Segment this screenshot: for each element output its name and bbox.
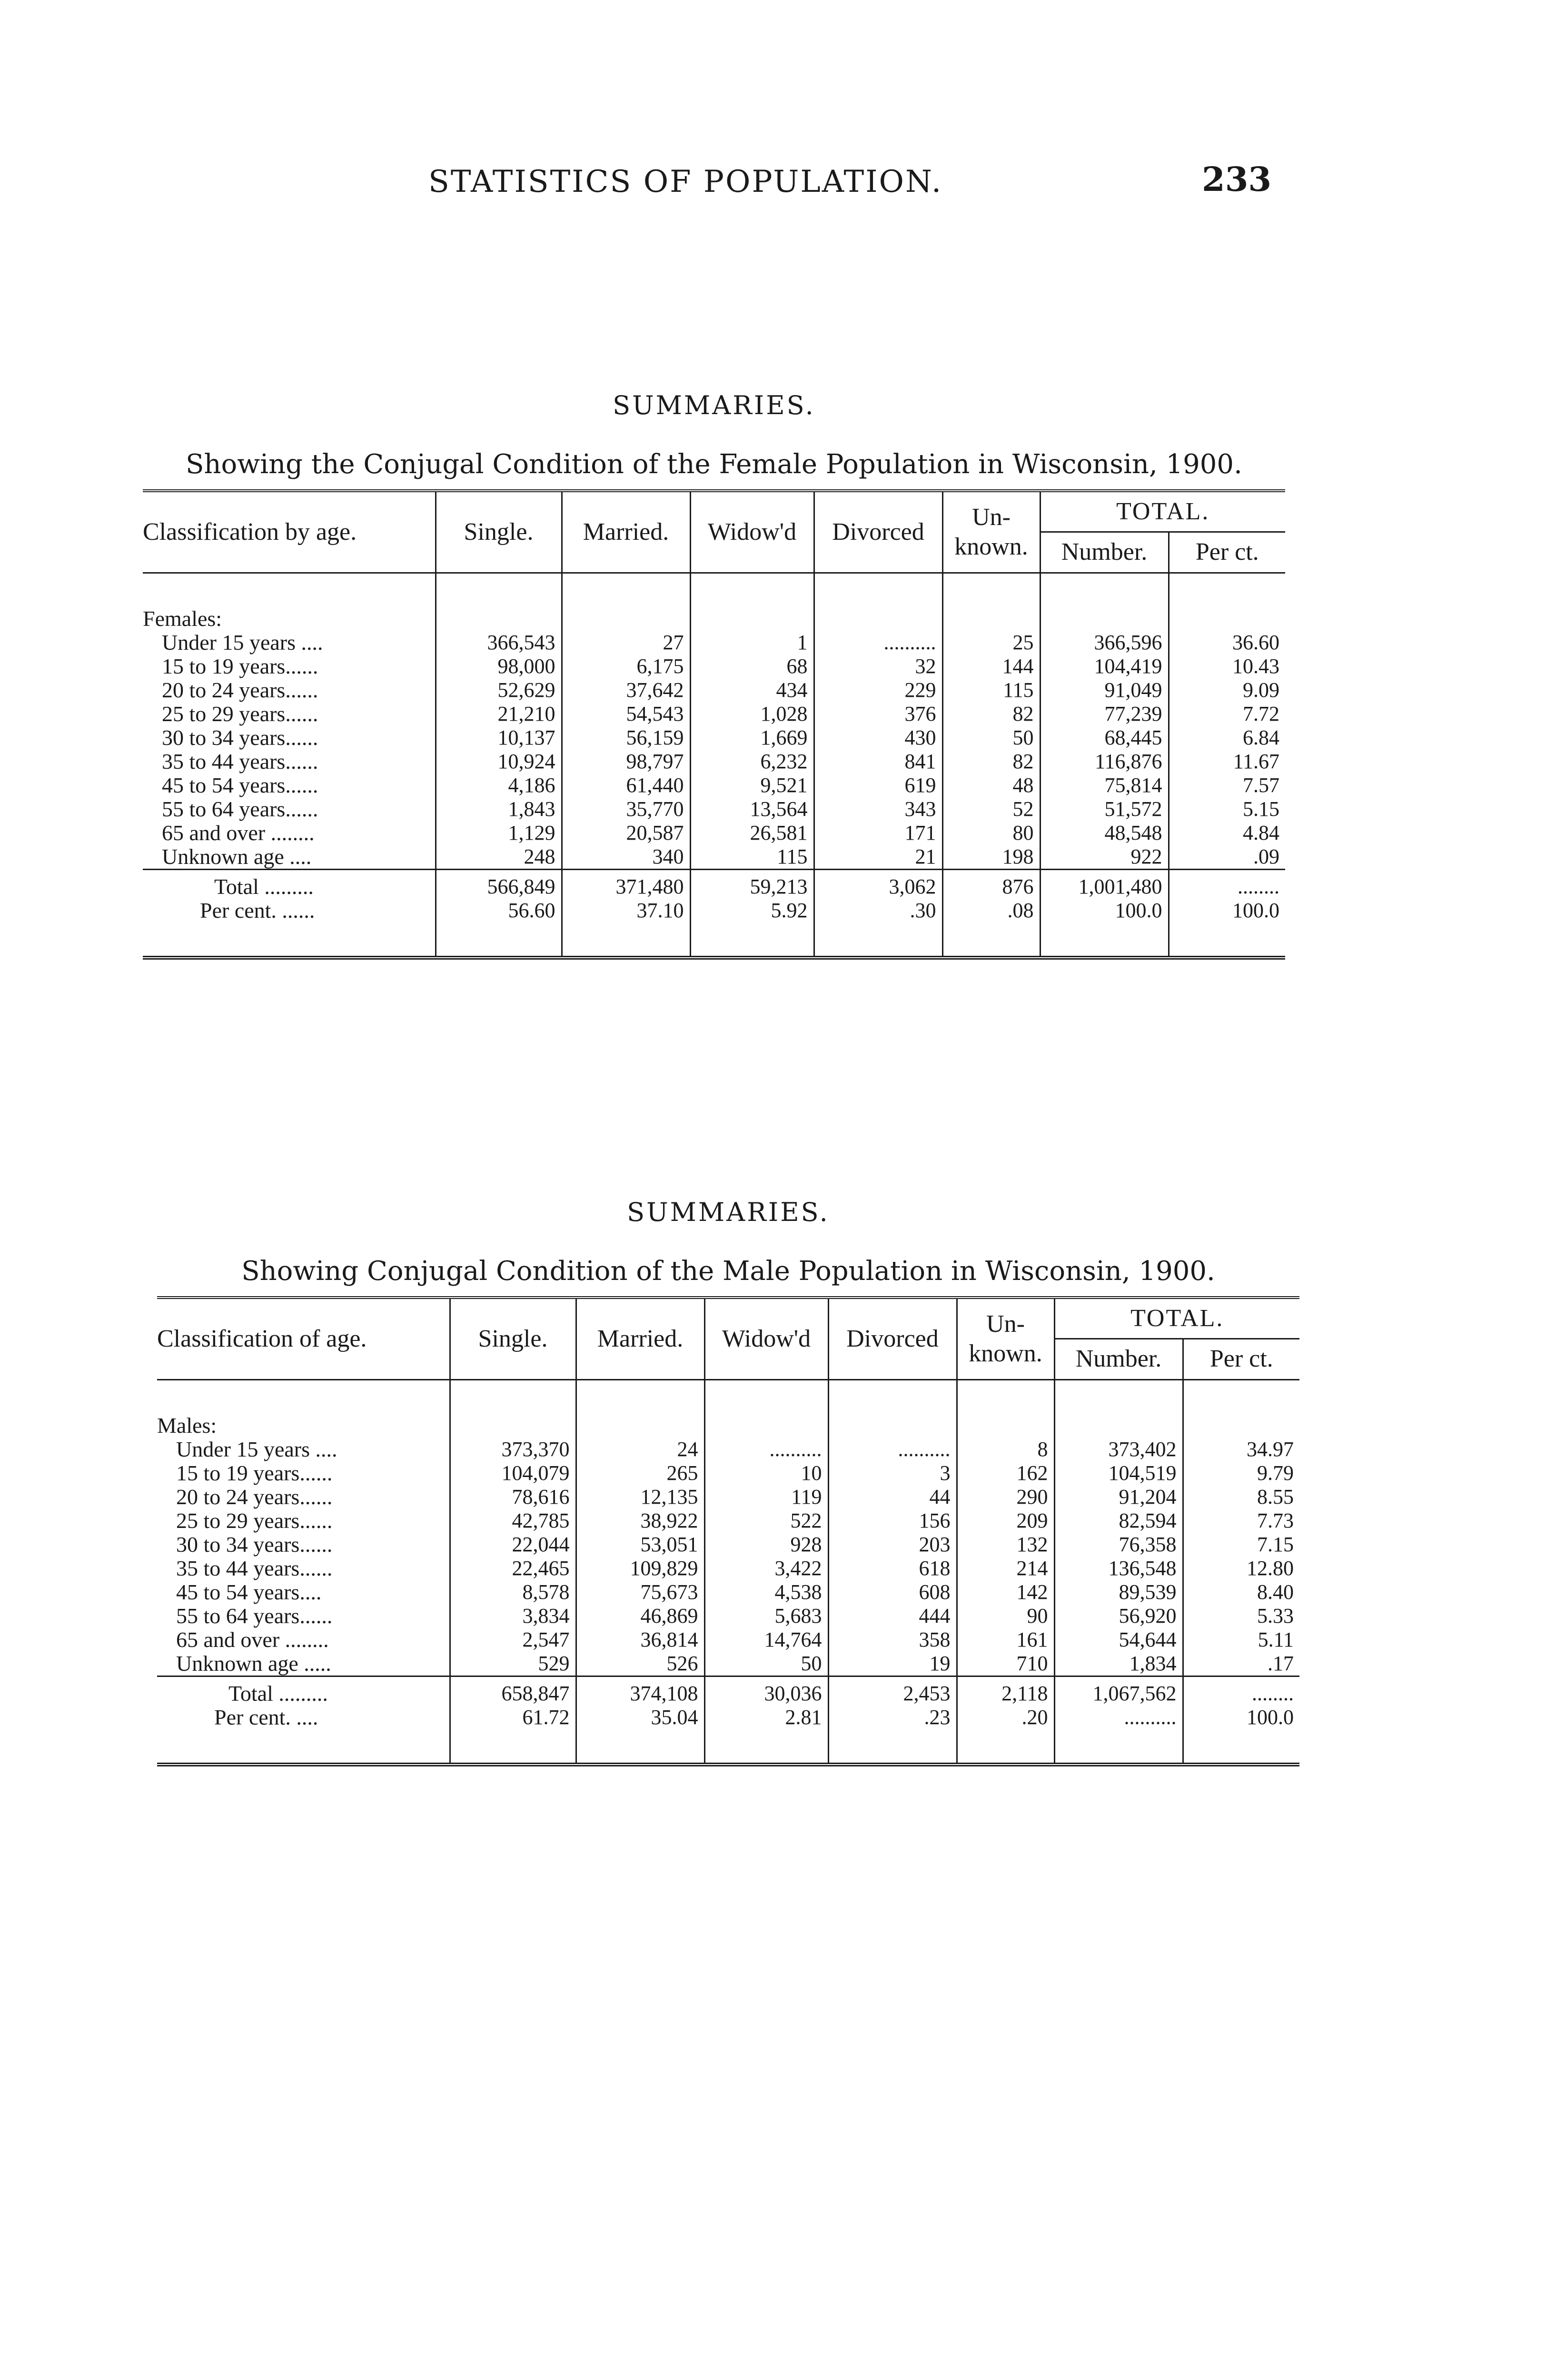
table-row [143,678,1285,702]
table-cell: 618 [828,1557,957,1580]
table-cell: 2,547 [450,1628,576,1652]
table-cell: 566,849 [436,869,562,899]
column-header-divorced: Divorced [828,1298,957,1379]
table-cell: 26,581 [690,821,814,845]
table-cell: 21,210 [436,702,562,726]
table-cell: 50 [942,726,1040,750]
table-cell: 2,453 [828,1676,957,1706]
row-label: Total ......... [143,869,436,899]
table-cell: 24 [576,1438,704,1461]
male-summary-block [157,1197,1299,1766]
row-label: 35 to 44 years...... [176,1556,333,1580]
table-cell: 6.84 [1169,726,1285,750]
table-cell: 5.33 [1183,1604,1299,1628]
table-cell: 59,213 [690,869,814,899]
table-cell: 3,062 [814,869,942,899]
group-label-row [157,1414,1299,1438]
table-cell: 4,186 [436,774,562,797]
row-label: 20 to 24 years...... [176,1484,333,1509]
table-row [157,1604,1299,1628]
table-cell: 2.81 [704,1706,828,1729]
row-label: 25 to 29 years...... [162,701,318,726]
row-label: Per cent. ...... [200,898,315,922]
table-row [157,1580,1299,1604]
table-cell: 841 [814,750,942,774]
row-label: 25 to 29 years...... [176,1508,333,1533]
table-cell: 100.0 [1169,899,1285,922]
table-row [157,1557,1299,1580]
row-label: 35 to 44 years...... [162,749,318,774]
table-cell: 115 [690,845,814,870]
table-cell: 8.40 [1183,1580,1299,1604]
table-cell: 76,358 [1054,1533,1183,1557]
table-cell: 2,118 [957,1676,1054,1706]
table-caption: Showing Conjugal Condition of the Male Population in Wisconsin, 1900. [241,1256,1215,1287]
table-cell: 104,519 [1054,1461,1183,1485]
table-cell: 100.0 [1183,1706,1299,1729]
table-row [143,631,1285,654]
page-number: 233 [1202,159,1272,199]
table-cell: 46,869 [576,1604,704,1628]
table-cell: .09 [1169,845,1285,870]
table-cell: 37.10 [562,899,690,922]
table-cell: 21 [814,845,942,870]
column-header-number: Number. [1040,532,1169,573]
table-cell: 658,847 [450,1676,576,1706]
table-cell: 119 [704,1485,828,1509]
table-cell: 48,548 [1040,821,1169,845]
group-label-row [143,607,1285,631]
column-header-per-ct: Per ct. [1169,532,1285,573]
table-cell: 3 [828,1461,957,1485]
table-cell: 56,920 [1054,1604,1183,1628]
table-cell: 3,422 [704,1557,828,1580]
table-cell: 37,642 [562,678,690,702]
table-cell: 32 [814,654,942,678]
row-label: 65 and over ........ [176,1627,329,1652]
column-header-divorced: Divorced [814,491,942,573]
table-cell: 373,370 [450,1438,576,1461]
percent-row [157,1706,1299,1729]
table-cell: 9.79 [1183,1461,1299,1485]
group-label: Females: [143,606,222,631]
table-cell: ........ [1183,1676,1299,1706]
table-row [157,1461,1299,1485]
table-cell: 48 [942,774,1040,797]
table-cell: 20,587 [562,821,690,845]
table-cell: 358 [828,1628,957,1652]
table-cell: 608 [828,1580,957,1604]
table-row [157,1509,1299,1533]
table-cell: 373,402 [1054,1438,1183,1461]
row-label: Under 15 years .... [162,630,323,654]
table-cell: 14,764 [704,1628,828,1652]
table-cell: 529 [450,1652,576,1676]
table-cell: .......... [828,1438,957,1461]
table-cell: 30,036 [704,1676,828,1706]
table-cell: 1,669 [690,726,814,750]
table-cell: 109,829 [576,1557,704,1580]
percent-row [143,899,1285,922]
table-cell: 53,051 [576,1533,704,1557]
table-cell: 374,108 [576,1676,704,1706]
table-cell: .20 [957,1706,1054,1729]
table-cell: 6,232 [690,750,814,774]
total-row [143,869,1285,899]
table-cell: 7.73 [1183,1509,1299,1533]
table-cell: 10,924 [436,750,562,774]
table-cell: 142 [957,1580,1054,1604]
table-cell: 100.0 [1040,899,1169,922]
table-row [143,797,1285,821]
table-cell: 51,572 [1040,797,1169,821]
table-cell: 61.72 [450,1706,576,1729]
table-cell: 35,770 [562,797,690,821]
table-cell: 50 [704,1652,828,1676]
table-cell: .30 [814,899,942,922]
table-cell: 922 [1040,845,1169,870]
table-cell: 876 [942,869,1040,899]
table-cell: 7.15 [1183,1533,1299,1557]
table-cell: 619 [814,774,942,797]
table-cell: 27 [562,631,690,654]
table-cell: 1 [690,631,814,654]
table-cell: 115 [942,678,1040,702]
table-cell: 1,834 [1054,1652,1183,1676]
table-cell: 162 [957,1461,1054,1485]
table-cell: 366,543 [436,631,562,654]
table-cell: 214 [957,1557,1054,1580]
table-cell: 156 [828,1509,957,1533]
row-label: 55 to 64 years...... [176,1603,333,1628]
table-cell: 82,594 [1054,1509,1183,1533]
column-header-total: TOTAL. [1054,1298,1299,1339]
table-cell: 90 [957,1604,1054,1628]
column-header-widowed: Widow'd [690,491,814,573]
row-label: 15 to 19 years...... [162,654,318,678]
column-header-classification: Classification of age. [157,1325,367,1352]
table-cell: 104,079 [450,1461,576,1485]
table-cell: 78,616 [450,1485,576,1509]
table-cell: 91,049 [1040,678,1169,702]
table-cell: 61,440 [562,774,690,797]
row-label: 55 to 64 years...... [162,796,318,821]
table-row [157,1652,1299,1676]
male-conjugal-table [157,1296,1299,1766]
column-header-married: Married. [576,1298,704,1379]
table-cell: 104,419 [1040,654,1169,678]
table-cell: 434 [690,678,814,702]
row-label: 30 to 34 years...... [176,1532,333,1557]
table-cell: 52,629 [436,678,562,702]
table-cell: 75,673 [576,1580,704,1604]
table-cell: .08 [942,899,1040,922]
table-caption: Showing the Conjugal Condition of the Female Population in Wisconsin, 1900. [186,449,1242,480]
table-cell: 42,785 [450,1509,576,1533]
table-cell: 35.04 [576,1706,704,1729]
table-cell: ........ [1169,869,1285,899]
table-row [143,774,1285,797]
table-cell: 3,834 [450,1604,576,1628]
table-cell: 52 [942,797,1040,821]
row-label: Under 15 years .... [176,1437,337,1461]
table-cell: 98,797 [562,750,690,774]
table-cell: 5,683 [704,1604,828,1628]
table-cell: 1,129 [436,821,562,845]
table-cell: 229 [814,678,942,702]
table-cell: 132 [957,1533,1054,1557]
table-cell: 1,028 [690,702,814,726]
table-cell: 4.84 [1169,821,1285,845]
table-cell: 248 [436,845,562,870]
row-label: 15 to 19 years...... [176,1460,333,1485]
table-cell: 10 [704,1461,828,1485]
row-label: 45 to 54 years...... [162,773,318,797]
table-cell: 444 [828,1604,957,1628]
table-row [143,821,1285,845]
table-cell: 5.11 [1183,1628,1299,1652]
table-cell: 56.60 [436,899,562,922]
table-row [143,750,1285,774]
table-cell: 22,465 [450,1557,576,1580]
table-cell: 366,596 [1040,631,1169,654]
table-cell: 1,843 [436,797,562,821]
table-cell: 522 [704,1509,828,1533]
table-cell: 38,922 [576,1509,704,1533]
table-cell: 343 [814,797,942,821]
table-cell: 198 [942,845,1040,870]
row-label: Unknown age .... [162,844,312,869]
table-cell: 91,204 [1054,1485,1183,1509]
female-conjugal-table [143,489,1285,960]
table-cell: 19 [828,1652,957,1676]
running-header: STATISTICS OF POPULATION. [428,164,943,199]
table-cell: 209 [957,1509,1054,1533]
table-cell: 36,814 [576,1628,704,1652]
table-cell: 928 [704,1533,828,1557]
table-cell: 376 [814,702,942,726]
table-cell: 710 [957,1652,1054,1676]
column-header-unknown: Un-known. [957,1298,1054,1379]
table-cell: 203 [828,1533,957,1557]
table-cell: .......... [814,631,942,654]
table-cell: 161 [957,1628,1054,1652]
table-cell: 68,445 [1040,726,1169,750]
table-cell: 1,067,562 [1054,1676,1183,1706]
table-cell: 371,480 [562,869,690,899]
table-cell: 171 [814,821,942,845]
table-cell: .......... [1054,1706,1183,1729]
column-header-per-ct: Per ct. [1183,1339,1299,1379]
table-cell: 11.67 [1169,750,1285,774]
column-header-unknown: Un-known. [942,491,1040,573]
table-cell: 54,644 [1054,1628,1183,1652]
table-cell: 12,135 [576,1485,704,1509]
column-header-married: Married. [562,491,690,573]
column-header-single: Single. [450,1298,576,1379]
row-label: 45 to 54 years.... [176,1579,322,1604]
group-label: Males: [157,1413,217,1438]
column-header-number: Number. [1054,1339,1183,1379]
table-cell: 82 [942,702,1040,726]
table-cell: .......... [704,1438,828,1461]
row-label: Per cent. .... [214,1705,318,1729]
table-cell: 25 [942,631,1040,654]
table-row [143,702,1285,726]
table-cell: .17 [1183,1652,1299,1676]
table-cell: 77,239 [1040,702,1169,726]
table-cell: 526 [576,1652,704,1676]
table-cell: 265 [576,1461,704,1485]
table-cell: 68 [690,654,814,678]
table-row [143,845,1285,870]
row-label: 65 and over ........ [162,820,315,845]
table-cell: 136,548 [1054,1557,1183,1580]
table-cell: 82 [942,750,1040,774]
column-header-single: Single. [436,491,562,573]
table-cell: 144 [942,654,1040,678]
table-cell: 34.97 [1183,1438,1299,1461]
table-cell: 9.09 [1169,678,1285,702]
table-cell: 12.80 [1183,1557,1299,1580]
table-cell: 4,538 [704,1580,828,1604]
table-cell: 98,000 [436,654,562,678]
summary-title: SUMMARIES. [613,390,815,420]
table-cell: 6,175 [562,654,690,678]
table-cell: 89,539 [1054,1580,1183,1604]
table-cell: 22,044 [450,1533,576,1557]
summary-title: SUMMARIES. [627,1197,830,1227]
table-cell: 56,159 [562,726,690,750]
table-row [157,1485,1299,1509]
table-row [157,1628,1299,1652]
female-summary-block [143,390,1285,960]
table-cell: 8 [957,1438,1054,1461]
table-cell: 5.92 [690,899,814,922]
table-cell: 430 [814,726,942,750]
table-cell: 5.15 [1169,797,1285,821]
table-cell: 80 [942,821,1040,845]
column-header-widowed: Widow'd [704,1298,828,1379]
column-header-classification: Classification by age. [143,518,357,545]
row-label: 20 to 24 years...... [162,677,318,702]
row-label: Total ......... [157,1676,450,1706]
table-cell: 7.57 [1169,774,1285,797]
total-row [157,1676,1299,1706]
table-cell: 44 [828,1485,957,1509]
table-cell: 54,543 [562,702,690,726]
table-cell: 7.72 [1169,702,1285,726]
column-header-total: TOTAL. [1040,491,1285,532]
table-cell: .23 [828,1706,957,1729]
table-cell: 1,001,480 [1040,869,1169,899]
table-row [157,1533,1299,1557]
row-label: 30 to 34 years...... [162,725,318,750]
table-row [143,654,1285,678]
table-cell: 36.60 [1169,631,1285,654]
table-cell: 8.55 [1183,1485,1299,1509]
table-cell: 13,564 [690,797,814,821]
table-row [157,1438,1299,1461]
table-cell: 290 [957,1485,1054,1509]
table-cell: 340 [562,845,690,870]
table-cell: 10,137 [436,726,562,750]
row-label: Unknown age ..... [176,1651,331,1676]
table-cell: 116,876 [1040,750,1169,774]
table-cell: 10.43 [1169,654,1285,678]
table-cell: 8,578 [450,1580,576,1604]
table-row [143,726,1285,750]
table-cell: 9,521 [690,774,814,797]
table-cell: 75,814 [1040,774,1169,797]
